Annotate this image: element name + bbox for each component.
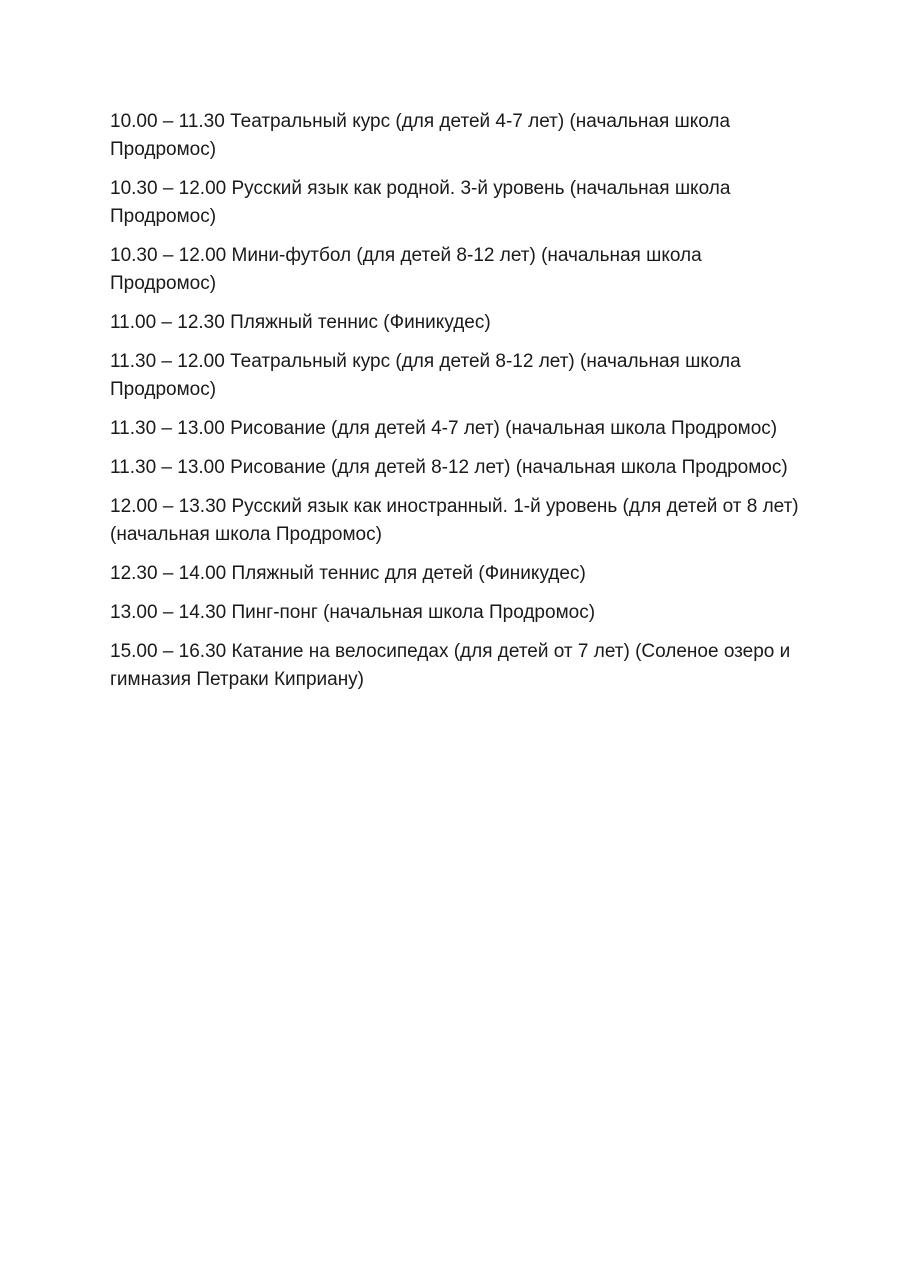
schedule-item: 12.30 – 14.00 Пляжный теннис для детей (Финикудес)	[110, 563, 586, 584]
schedule-item: 11.30 – 12.00 Театральный курс (для детей 8-12 лет) (начальная школа Продромос)	[110, 351, 741, 400]
schedule-item: 11.30 – 13.00 Рисование (для детей 8-12 лет) (начальная школа Продромос)	[110, 457, 788, 478]
schedule-item: 10.30 – 12.00 Русский язык как родной. 3-й уровень (начальная школа Продромос)	[110, 178, 731, 227]
schedule-item: 10.30 – 12.00 Мини-футбол (для детей 8-12 лет) (начальная школа Продромос)	[110, 245, 702, 294]
schedule-item: 12.00 – 13.30 Русский язык как иностранный. 1-й уровень (для детей от 8 лет) (начальная школа Продромос)	[110, 496, 799, 545]
schedule-list	[110, 108, 800, 705]
schedule-item: 11.30 – 13.00 Рисование (для детей 4-7 лет) (начальная школа Продромос)	[110, 418, 778, 439]
schedule-item: 15.00 – 16.30 Катание на велосипедах (для детей от 7 лет) (Соленое озеро и гимназия Петраки Киприану)	[110, 641, 791, 690]
schedule-item: 10.00 – 11.30 Театральный курс (для детей 4-7 лет) (начальная школа Продромос)	[110, 111, 731, 160]
schedule-item: 11.00 – 12.30 Пляжный теннис (Финикудес)	[110, 312, 491, 333]
schedule-item: 13.00 – 14.30 Пинг-понг (начальная школа Продромос)	[110, 602, 596, 623]
